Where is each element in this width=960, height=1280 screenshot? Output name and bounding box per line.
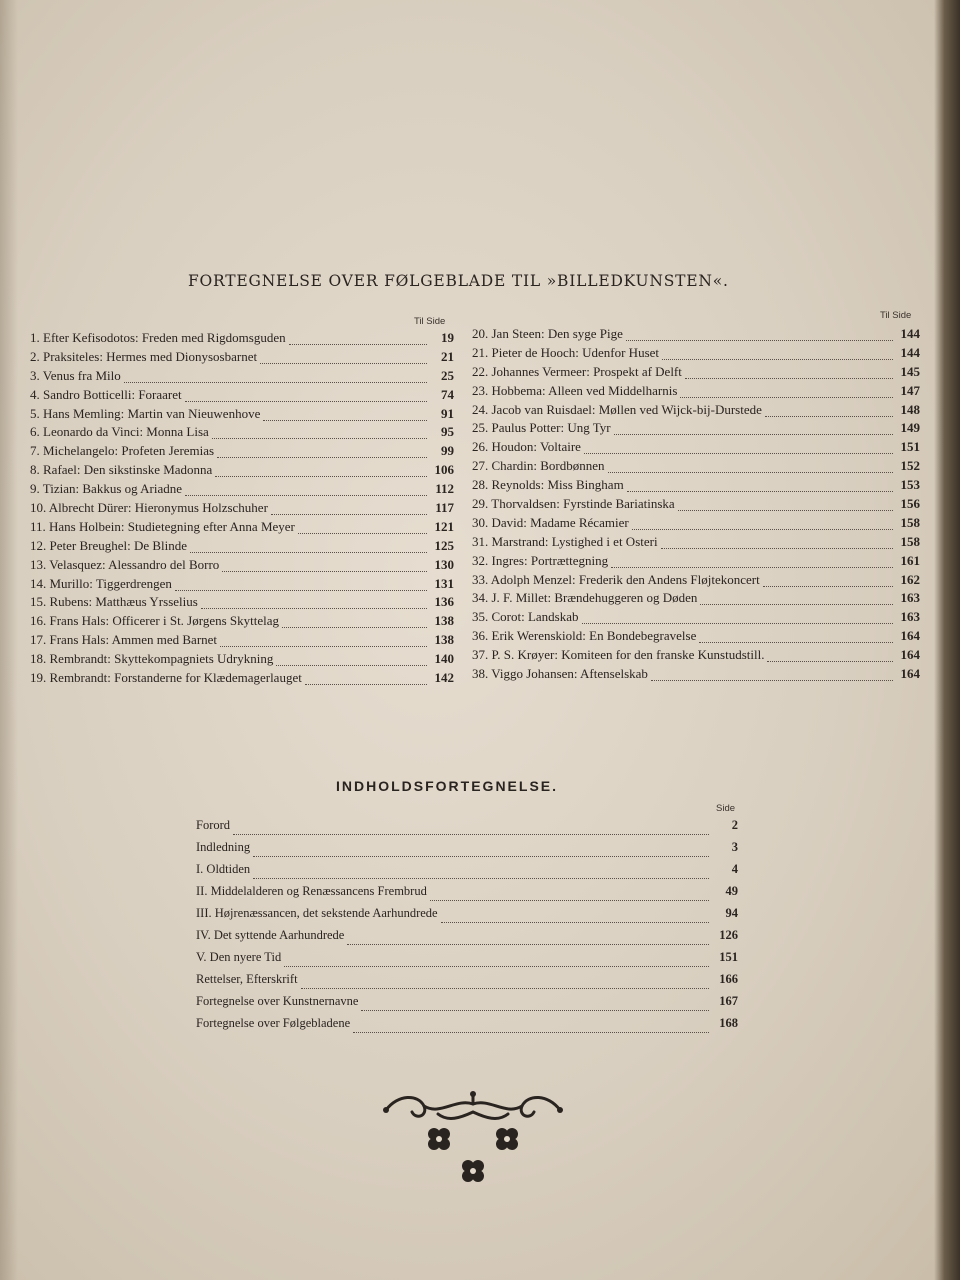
plate-entry-label: 22. Johannes Vermeer: Prospekt af Delft bbox=[472, 363, 682, 379]
plate-entry bbox=[472, 666, 920, 685]
flower-right bbox=[496, 1128, 518, 1150]
dot-leader bbox=[651, 676, 893, 681]
plate-entry-page: 145 bbox=[900, 363, 920, 379]
column-header-right: Til Side bbox=[880, 310, 912, 321]
plate-entry-label: 5. Hans Memling: Martin van Nieuwenhove bbox=[30, 405, 261, 421]
plate-entry bbox=[472, 364, 920, 383]
plate-entry bbox=[472, 439, 920, 458]
plate-entry-page: 163 bbox=[900, 609, 920, 625]
contents-header: Side bbox=[716, 803, 736, 814]
plate-entry bbox=[472, 326, 920, 345]
flower-left bbox=[428, 1128, 450, 1150]
plate-entry-page: 19 bbox=[441, 330, 454, 345]
plate-entry-label: 34. J. F. Millet: Brændehuggeren og Døden bbox=[472, 590, 698, 606]
dot-leader bbox=[763, 582, 893, 587]
contents-entry-label: Fortegnelse over Kunstnernavne bbox=[196, 994, 359, 1008]
dot-leader bbox=[233, 830, 709, 835]
contents-entry-label: I. Oldtiden bbox=[196, 862, 251, 876]
contents-entry-page: 3 bbox=[731, 840, 738, 854]
plate-entry-page: 25 bbox=[441, 367, 454, 383]
plate-entry-label: 35. Corot: Landskab bbox=[472, 609, 579, 625]
dot-leader bbox=[175, 586, 427, 591]
plate-entry-label: 30. David: Madame Récamier bbox=[472, 514, 629, 530]
dot-leader bbox=[217, 453, 427, 458]
plate-entry-page: 138 bbox=[434, 632, 454, 648]
plate-entry bbox=[472, 458, 920, 477]
dot-leader bbox=[661, 544, 893, 549]
plate-entry-page: 121 bbox=[434, 518, 454, 534]
plate-entry bbox=[30, 481, 454, 500]
dot-leader bbox=[298, 529, 427, 534]
dot-leader bbox=[301, 984, 709, 989]
dot-leader bbox=[699, 638, 893, 643]
plate-entry bbox=[30, 349, 454, 368]
plate-entry bbox=[472, 383, 920, 402]
dot-leader bbox=[201, 604, 427, 609]
plate-entry bbox=[30, 368, 454, 387]
contents-entry-page: 126 bbox=[719, 928, 738, 942]
plate-entry-page: 158 bbox=[900, 514, 920, 530]
contents-entry-page: 151 bbox=[719, 950, 738, 964]
plate-entry-page: 152 bbox=[900, 458, 920, 474]
page-title: FORTEGNELSE OVER FØLGEBLADE TIL »BILLEDKUNSTEN«. bbox=[188, 272, 729, 290]
plate-entry-page: 164 bbox=[900, 666, 920, 682]
plate-entry-label: 21. Pieter de Hooch: Udenfor Huset bbox=[472, 344, 660, 360]
dot-leader bbox=[263, 416, 427, 421]
plate-entry-label: 4. Sandro Botticelli: Foraaret bbox=[30, 386, 182, 402]
dot-leader bbox=[662, 355, 893, 360]
contents-entry bbox=[196, 928, 738, 950]
dot-leader bbox=[253, 852, 709, 857]
contents-entry-page: 167 bbox=[719, 994, 738, 1008]
plate-entry-page: 147 bbox=[900, 382, 920, 398]
flower-bottom bbox=[462, 1160, 484, 1182]
plate-entry-page: 131 bbox=[434, 575, 454, 591]
dot-leader bbox=[190, 548, 427, 553]
dot-leader bbox=[765, 412, 893, 417]
plate-entry-label: 1. Efter Kefisodotos: Freden med Rigdomsguden bbox=[30, 330, 286, 345]
plate-entry-page: 21 bbox=[441, 348, 454, 364]
plate-entry bbox=[30, 330, 454, 349]
dot-leader bbox=[700, 600, 893, 605]
dot-leader bbox=[276, 661, 427, 666]
dot-leader bbox=[626, 336, 893, 341]
plate-entry-label: 29. Thorvaldsen: Fyrstinde Bariatinska bbox=[472, 496, 675, 512]
plate-entry bbox=[472, 402, 920, 421]
plate-entry bbox=[472, 496, 920, 515]
plate-entry-page: 142 bbox=[434, 670, 454, 686]
table-of-contents bbox=[196, 818, 738, 1038]
plate-entry bbox=[30, 387, 454, 406]
plate-entry bbox=[472, 647, 920, 666]
plate-entry-page: 164 bbox=[900, 628, 920, 644]
plate-entry bbox=[30, 462, 454, 481]
plate-entry-page: 125 bbox=[434, 537, 454, 553]
contents-entry-label: Forord bbox=[196, 818, 231, 832]
contents-entry bbox=[196, 1016, 738, 1038]
dot-leader bbox=[284, 962, 709, 967]
plate-entry bbox=[472, 515, 920, 534]
dot-leader bbox=[220, 642, 427, 647]
plate-entry bbox=[472, 477, 920, 496]
contents-entry-page: 49 bbox=[725, 884, 738, 898]
contents-entry bbox=[196, 884, 738, 906]
contents-entry-label: V. Den nyere Tid bbox=[196, 950, 282, 964]
contents-entry bbox=[196, 840, 738, 862]
dot-leader bbox=[215, 472, 427, 477]
plate-entry-page: 153 bbox=[900, 477, 920, 493]
plate-entry-label: 3. Venus fra Milo bbox=[30, 367, 121, 383]
contents-entry-page: 94 bbox=[725, 906, 738, 920]
dot-leader bbox=[124, 378, 427, 383]
plate-entry-page: 162 bbox=[900, 571, 920, 587]
plate-entry-page: 74 bbox=[441, 386, 454, 402]
plate-entry-page: 95 bbox=[441, 424, 454, 440]
plate-entry bbox=[30, 500, 454, 519]
plate-entry bbox=[30, 519, 454, 538]
plate-entry-label: 9. Tizian: Bakkus og Ariadne bbox=[30, 481, 183, 497]
plate-entry-page: 163 bbox=[900, 590, 920, 606]
contents-entry-page: 168 bbox=[719, 1016, 738, 1030]
dot-leader bbox=[680, 393, 893, 398]
plate-entry bbox=[30, 632, 454, 651]
plate-entry-page: 136 bbox=[434, 594, 454, 610]
plate-entry-page: 144 bbox=[900, 326, 920, 341]
dot-leader bbox=[222, 567, 427, 572]
plate-entry-page: 164 bbox=[900, 647, 920, 663]
contents-entry-label: II. Middelalderen og Renæssancens Frembrud bbox=[196, 884, 427, 898]
plates-list-right bbox=[472, 326, 920, 685]
plate-entry bbox=[30, 613, 454, 632]
plate-entry-page: 140 bbox=[434, 651, 454, 667]
dot-leader bbox=[614, 430, 893, 435]
plate-entry-label: 38. Viggo Johansen: Aftenselskab bbox=[472, 666, 648, 682]
floral-ornament bbox=[378, 1088, 568, 1198]
plate-entry-label: 36. Erik Werenskiold: En Bondebegravelse bbox=[472, 628, 697, 644]
plate-entry-label: 33. Adolph Menzel: Frederik den Andens Fløjtekoncert bbox=[472, 571, 760, 587]
plate-entry-label: 11. Hans Holbein: Studietegning efter Anna Meyer bbox=[30, 518, 295, 534]
plate-entry-label: 19. Rembrandt: Forstanderne for Klædemagerlauget bbox=[30, 670, 302, 686]
dot-leader bbox=[353, 1028, 709, 1033]
plate-entry-page: 148 bbox=[900, 401, 920, 417]
plate-entry bbox=[30, 406, 454, 425]
contents-entry-page: 4 bbox=[731, 862, 738, 876]
plate-entry-label: 10. Albrecht Dürer: Hieronymus Holzschuher bbox=[30, 500, 268, 516]
contents-entry bbox=[196, 862, 738, 884]
plate-entry-label: 13. Velasquez: Alessandro del Borro bbox=[30, 556, 220, 572]
plate-entry-label: 7. Michelangelo: Profeten Jeremias bbox=[30, 443, 215, 459]
contents-entry-label: IV. Det syttende Aarhundrede bbox=[196, 928, 345, 942]
plate-entry-label: 15. Rubens: Matthæus Yrsselius bbox=[30, 594, 198, 610]
dot-leader bbox=[632, 525, 893, 530]
dot-leader bbox=[185, 397, 427, 402]
plate-entry-page: 151 bbox=[900, 439, 920, 455]
contents-title: INDHOLDSFORTEGNELSE. bbox=[336, 778, 559, 794]
dot-leader bbox=[685, 374, 893, 379]
plate-entry-label: 24. Jacob van Ruisdael: Møllen ved Wijck-bij-Durstede bbox=[472, 401, 762, 417]
plate-entry bbox=[30, 594, 454, 613]
contents-entry bbox=[196, 994, 738, 1016]
plate-entry bbox=[472, 609, 920, 628]
plate-entry-label: 28. Reynolds: Miss Bingham bbox=[472, 477, 624, 493]
plate-entry-label: 12. Peter Breughel: De Blinde bbox=[30, 537, 188, 553]
plate-entry bbox=[30, 538, 454, 557]
plate-entry-label: 16. Frans Hals: Officerer i St. Jørgens Skyttelag bbox=[30, 613, 280, 629]
plate-entry bbox=[472, 590, 920, 609]
plates-list-left bbox=[30, 330, 454, 689]
dot-leader bbox=[582, 619, 893, 624]
contents-entry-label: Rettelser, Efterskrift bbox=[196, 972, 298, 986]
dot-leader bbox=[253, 874, 709, 879]
plate-entry-page: 149 bbox=[900, 420, 920, 436]
dot-leader bbox=[282, 623, 427, 628]
contents-entry bbox=[196, 906, 738, 928]
plate-entry-label: 32. Ingres: Portrættegning bbox=[472, 552, 609, 568]
plate-entry-label: 37. P. S. Krøyer: Komiteen for den franske Kunstudstill. bbox=[472, 647, 765, 663]
plate-entry bbox=[472, 420, 920, 439]
page-shadow-left bbox=[0, 0, 18, 1280]
plate-entry bbox=[30, 670, 454, 689]
dot-leader bbox=[430, 896, 709, 901]
plate-entry-page: 99 bbox=[441, 443, 454, 459]
contents-entry-label: Indledning bbox=[196, 840, 251, 854]
plate-entry-page: 117 bbox=[435, 500, 454, 516]
plate-entry-label: 8. Rafael: Den sikstinske Madonna bbox=[30, 462, 213, 478]
plate-entry-page: 144 bbox=[900, 344, 920, 360]
plate-entry-page: 91 bbox=[441, 405, 454, 421]
dot-leader bbox=[627, 487, 893, 492]
plate-entry-label: 17. Frans Hals: Ammen med Barnet bbox=[30, 632, 218, 648]
contents-entry-page: 166 bbox=[719, 972, 738, 986]
plate-entry-page: 130 bbox=[434, 556, 454, 572]
plate-entry bbox=[472, 553, 920, 572]
dot-leader bbox=[441, 918, 709, 923]
plate-entry-label: 27. Chardin: Bordbønnen bbox=[472, 458, 605, 474]
plate-entry bbox=[30, 424, 454, 443]
column-header-left: Til Side bbox=[414, 316, 446, 327]
dot-leader bbox=[584, 449, 893, 454]
binding-edge bbox=[934, 0, 960, 1280]
plate-entry-page: 106 bbox=[434, 462, 454, 478]
dot-leader bbox=[767, 657, 893, 662]
plate-entry-label: 2. Praksiteles: Hermes med Dionysosbarnet bbox=[30, 348, 258, 364]
plate-entry-label: 18. Rembrandt: Skyttekompagniets Udrykning bbox=[30, 651, 274, 667]
plate-entry bbox=[30, 576, 454, 595]
contents-entry bbox=[196, 950, 738, 972]
dot-leader bbox=[212, 434, 427, 439]
dot-leader bbox=[271, 510, 427, 515]
plate-entry bbox=[472, 345, 920, 364]
dot-leader bbox=[185, 491, 427, 496]
contents-entry-page: 2 bbox=[731, 818, 738, 832]
dot-leader bbox=[347, 940, 709, 945]
plate-entry-label: 20. Jan Steen: Den syge Pige bbox=[472, 326, 623, 341]
plate-entry-label: 23. Hobbema: Alleen ved Middelharnis bbox=[472, 382, 678, 398]
contents-entry bbox=[196, 972, 738, 994]
plate-entry bbox=[30, 557, 454, 576]
plate-entry bbox=[472, 534, 920, 553]
plate-entry bbox=[472, 572, 920, 591]
plate-entry-label: 14. Murillo: Tiggerdrengen bbox=[30, 575, 172, 591]
plate-entry-label: 26. Houdon: Voltaire bbox=[472, 439, 581, 455]
plate-entry bbox=[30, 651, 454, 670]
contents-entry bbox=[196, 818, 738, 840]
dot-leader bbox=[611, 563, 893, 568]
plate-entry-page: 161 bbox=[900, 552, 920, 568]
plate-entry-page: 158 bbox=[900, 533, 920, 549]
plate-entry-label: 31. Marstrand: Lystighed i et Osteri bbox=[472, 533, 658, 549]
plate-entry bbox=[472, 628, 920, 647]
plate-entry-label: 6. Leonardo da Vinci: Monna Lisa bbox=[30, 424, 209, 440]
dot-leader bbox=[678, 506, 893, 511]
contents-entry-label: Fortegnelse over Følgebladene bbox=[196, 1016, 351, 1030]
dot-leader bbox=[289, 340, 427, 345]
plate-entry-page: 138 bbox=[434, 613, 454, 629]
plate-entry bbox=[30, 443, 454, 462]
plate-entry-page: 156 bbox=[900, 496, 920, 512]
contents-entry-label: III. Højrenæssancen, det sekstende Aarhundrede bbox=[196, 906, 438, 920]
plate-entry-page: 112 bbox=[435, 481, 454, 497]
dot-leader bbox=[608, 468, 893, 473]
plate-entry-label: 25. Paulus Potter: Ung Tyr bbox=[472, 420, 611, 436]
dot-leader bbox=[305, 680, 427, 685]
dot-leader bbox=[361, 1006, 709, 1011]
dot-leader bbox=[260, 359, 427, 364]
